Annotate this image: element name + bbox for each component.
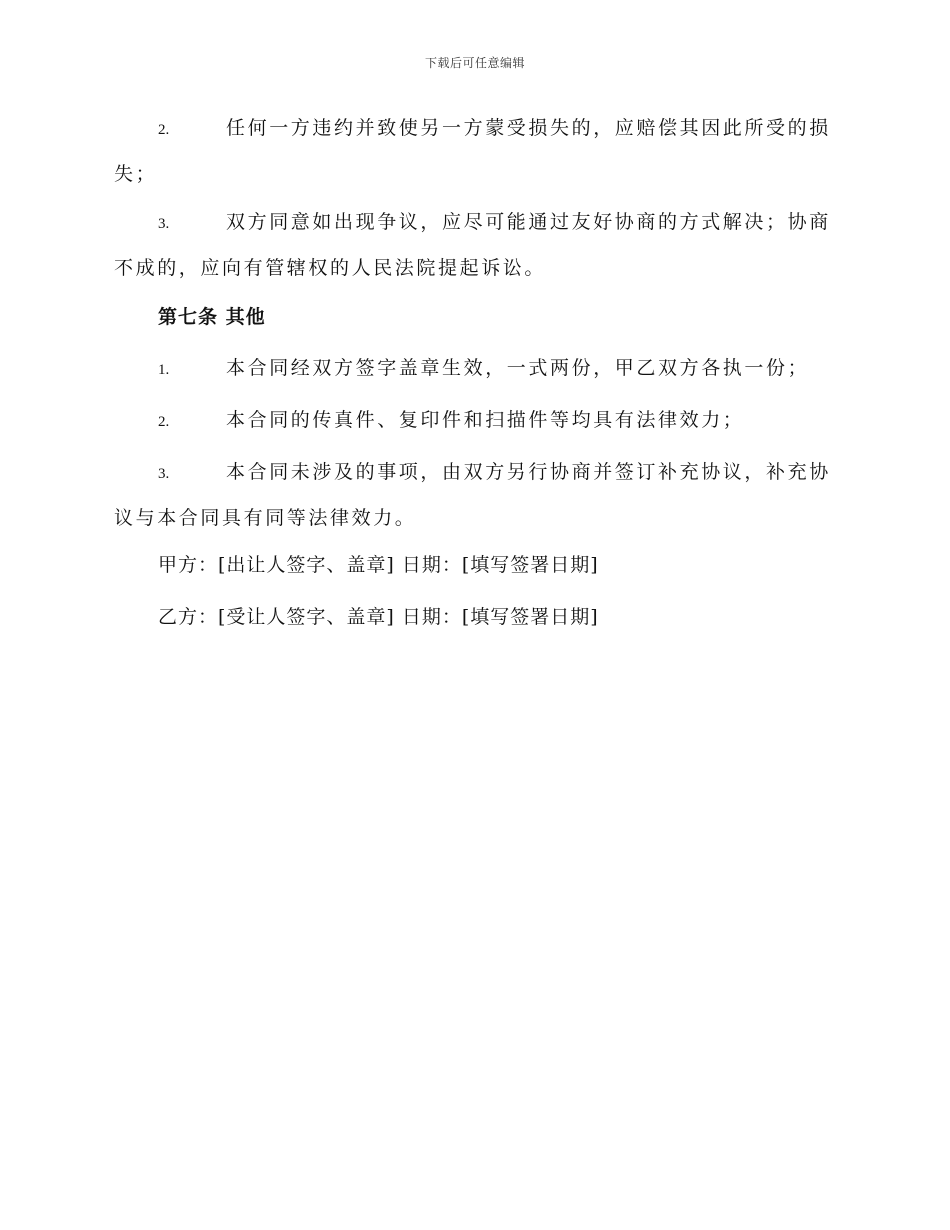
- clause-7-1: [114, 346, 834, 392]
- clause-number: 1.: [158, 362, 170, 378]
- clause-7-2: [114, 398, 834, 444]
- clause-text: 本合同未涉及的事项，由双方另行协商并签订补充协议，补充协议与本合同具有同等法律效力。: [114, 461, 831, 529]
- section-7-heading: 第七条 其他: [158, 306, 266, 328]
- clause-number: 3.: [158, 466, 170, 482]
- clause-number: 2.: [158, 122, 170, 138]
- page-header: 下载后可任意编辑: [424, 56, 525, 70]
- party-a-signature-line: 甲方：[出让人签字、盖章] 日期：[填写签署日期]: [158, 554, 599, 576]
- clause-6-2: [114, 106, 834, 196]
- clause-text: 本合同的传真件、复印件和扫描件等均具有法律效力；: [226, 409, 745, 431]
- clause-number: 3.: [158, 216, 170, 232]
- clause-text: 任何一方违约并致使另一方蒙受损失的，应赔偿其因此所受的损失；: [114, 117, 831, 185]
- clause-number: 2.: [158, 414, 170, 430]
- party-b-signature-line: 乙方：[受让人签字、盖章] 日期：[填写签署日期]: [158, 606, 599, 628]
- clause-6-3: [114, 200, 834, 290]
- clause-text: 本合同经双方签字盖章生效，一式两份，甲乙双方各执一份；: [226, 357, 810, 379]
- clause-7-3: [114, 450, 834, 540]
- clause-text: 双方同意如出现争议，应尽可能通过友好协商的方式解决；协商不成的，应向有管辖权的人民法院提起诉讼。: [114, 211, 831, 279]
